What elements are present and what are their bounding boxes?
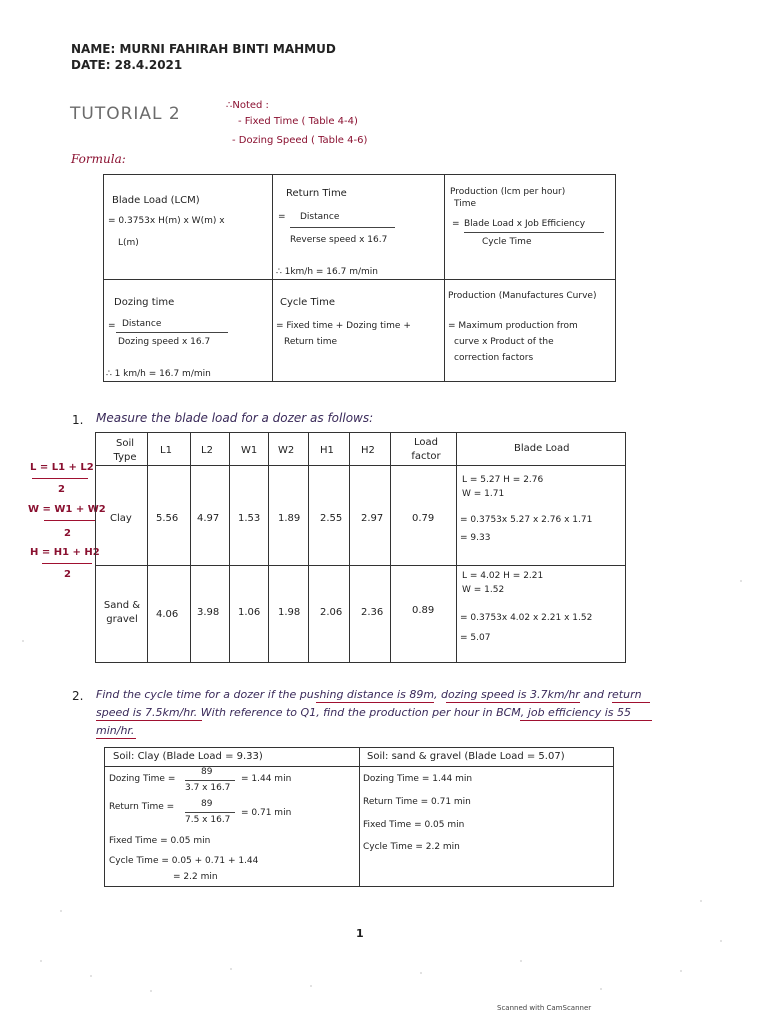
- cycle-time-formula-2: Return time: [284, 337, 338, 347]
- cycle-time-title: Cycle Time: [280, 297, 335, 308]
- header-w2: W2: [278, 445, 295, 456]
- row-sand-l1: 4.06: [156, 609, 179, 620]
- clay-fixed-time: Fixed Time = 0.05 min: [109, 836, 211, 846]
- header-w1: W1: [241, 445, 258, 456]
- return-time-unit-note: ∴ 1km/h = 16.7 m/min: [276, 267, 378, 277]
- dozing-time-numerator: Distance: [122, 319, 162, 329]
- sand-fixed-time: Fixed Time = 0.05 min: [363, 820, 465, 830]
- date: DATE: 28.4.2021: [71, 58, 183, 72]
- header-h2: H2: [361, 445, 375, 456]
- page-number: 1: [356, 927, 364, 940]
- dozing-time-title: Dozing time: [114, 297, 175, 308]
- clay-return-result: = 0.71 min: [241, 808, 292, 818]
- return-time-title: Return Time: [286, 188, 347, 199]
- sand-return-time: Return Time = 0.71 min: [363, 797, 471, 807]
- q1-number: 1.: [72, 413, 84, 427]
- blade-load-title: Blade Load (LCM): [112, 195, 200, 206]
- formula-table: Blade Load (LCM) = 0.3753x H(m) x W(m) x L(m) Return Time = Distance Reverse speed x 16.7 ∴ 1km/h = 16.7 m/min Production (lcm per hour) Time = Blade Load x Job Efficiency Cycle Time Dozing time = Distance Dozing speed x 16.7 ∴ 1 km/h = 16.7 m/min Cycle Time = Fixed time + Dozing time + Return time Production (Manufactures Curve) = Maximum production from curve x Product of the correction factors: [103, 174, 616, 382]
- row-sand-load-factor: 0.89: [412, 605, 435, 616]
- row-sand-bl-w: W = 1.52: [462, 585, 505, 595]
- row-sand-bl-lh: L = 4.02 H = 2.21: [462, 571, 544, 581]
- production-curve-title: Production (Manufactures Curve): [448, 291, 597, 301]
- return-time-denominator: Reverse speed x 16.7: [290, 235, 388, 245]
- row-sand-bl-calc: = 0.3753x 4.02 x 2.21 x 1.52: [460, 613, 593, 623]
- header-soil-type: Soil Type: [113, 438, 137, 463]
- clay-cycle-time: Cycle Time = 0.05 + 0.71 + 1.44: [109, 856, 259, 866]
- sand-title: Soil: sand & gravel (Blade Load = 5.07): [367, 751, 565, 762]
- row-sand-h1: 2.06: [320, 607, 343, 618]
- clay-title: Soil: Clay (Blade Load = 9.33): [113, 751, 263, 762]
- clay-return-denominator: 7.5 x 16.7: [185, 815, 231, 825]
- clay-return-label: Return Time =: [109, 802, 175, 812]
- row-clay-bl-calc: = 0.3753x 5.27 x 2.76 x 1.71: [460, 515, 593, 525]
- blade-load-formula-l: L(m): [118, 238, 139, 248]
- row-clay-bl-lh: L = 5.27 H = 2.76: [462, 475, 544, 485]
- row-clay-l2: 4.97: [197, 513, 220, 524]
- clay-dozing-denominator: 3.7 x 16.7: [185, 783, 231, 793]
- student-name: NAME: MURNI FAHIRAH BINTI MAHMUD: [71, 42, 336, 56]
- sand-dozing-time: Dozing Time = 1.44 min: [363, 774, 473, 784]
- header-h1: H1: [320, 445, 334, 456]
- row-clay-bl-w: W = 1.71: [462, 489, 505, 499]
- header-load-factor: Load factor: [411, 437, 441, 462]
- q2-line-3: min/hr.: [96, 724, 135, 737]
- blade-load-table: [95, 432, 626, 663]
- side-formula-l-den: 2: [58, 484, 65, 495]
- side-formula-h: H = H1 + H2: [30, 547, 100, 558]
- row-sand-l2: 3.98: [197, 607, 220, 618]
- q1-text: Measure the blade load for a dozer as follows:: [96, 411, 374, 425]
- row-clay-load-factor: 0.79: [412, 513, 435, 524]
- header-l2: L2: [201, 445, 213, 456]
- header-blade-load: Blade Load: [514, 443, 570, 454]
- q2-work-table: [104, 747, 614, 887]
- header-l1: L1: [160, 445, 172, 456]
- cycle-time-formula: = Fixed time + Dozing time +: [276, 321, 411, 331]
- q2-number: 2.: [72, 689, 84, 703]
- noted-fixed-time: - Fixed Time ( Table 4-4): [238, 116, 358, 127]
- dozing-time-denominator: Dozing speed x 16.7: [118, 337, 211, 347]
- row-sand-soil: Sand & gravel: [103, 600, 141, 625]
- row-sand-bl-result: = 5.07: [460, 633, 491, 643]
- row-clay-bl-result: = 9.33: [460, 533, 491, 543]
- row-clay-h1: 2.55: [320, 513, 343, 524]
- page-title: TUTORIAL 2: [70, 104, 181, 124]
- row-clay-w2: 1.89: [278, 513, 301, 524]
- dozing-time-unit-note: ∴ 1 km/h = 16.7 m/min: [106, 369, 211, 379]
- return-time-numerator: Distance: [300, 212, 340, 222]
- clay-dozing-label: Dozing Time =: [109, 774, 176, 784]
- production-numerator: Blade Load x Job Efficiency: [464, 219, 586, 229]
- side-formula-l: L = L1 + L2: [30, 462, 94, 473]
- production-title-time: Time: [454, 199, 477, 209]
- clay-dozing-numerator: 89: [201, 767, 213, 777]
- production-curve-l2: curve x Product of the: [454, 337, 554, 347]
- row-clay-h2: 2.97: [361, 513, 384, 524]
- formula-label: Formula:: [71, 152, 126, 166]
- clay-cycle-result: = 2.2 min: [173, 872, 218, 882]
- sand-cycle-time: Cycle Time = 2.2 min: [363, 842, 460, 852]
- side-formula-w: W = W1 + W2: [28, 504, 106, 515]
- production-title: Production (lcm per hour): [450, 187, 566, 197]
- row-sand-w1: 1.06: [238, 607, 261, 618]
- clay-dozing-result: = 1.44 min: [241, 774, 292, 784]
- scanner-watermark: Scanned with CamScanner: [497, 1004, 592, 1012]
- side-formula-h-den: 2: [64, 569, 71, 580]
- noted-dozing-speed: - Dozing Speed ( Table 4-6): [232, 135, 368, 146]
- row-clay-soil: Clay: [110, 513, 132, 524]
- q2-line-1: Find the cycle time for a dozer if the pushing distance is 89m, dozing speed is 3.7km/hr and return: [96, 688, 642, 701]
- blade-load-formula: = 0.3753x H(m) x W(m) x: [108, 216, 225, 226]
- side-formula-w-den: 2: [64, 528, 71, 539]
- row-clay-w1: 1.53: [238, 513, 261, 524]
- row-sand-w2: 1.98: [278, 607, 301, 618]
- production-curve-l3: correction factors: [454, 353, 534, 363]
- production-denominator: Cycle Time: [482, 237, 532, 247]
- noted-label: ∴Noted :: [226, 100, 269, 111]
- production-curve-l1: = Maximum production from: [448, 321, 578, 331]
- q2-line-2: speed is 7.5km/hr. With reference to Q1, find the production per hour in BCM, job efficiency is 55: [96, 706, 631, 719]
- row-sand-h2: 2.36: [361, 607, 384, 618]
- row-clay-l1: 5.56: [156, 513, 179, 524]
- clay-return-numerator: 89: [201, 799, 213, 809]
